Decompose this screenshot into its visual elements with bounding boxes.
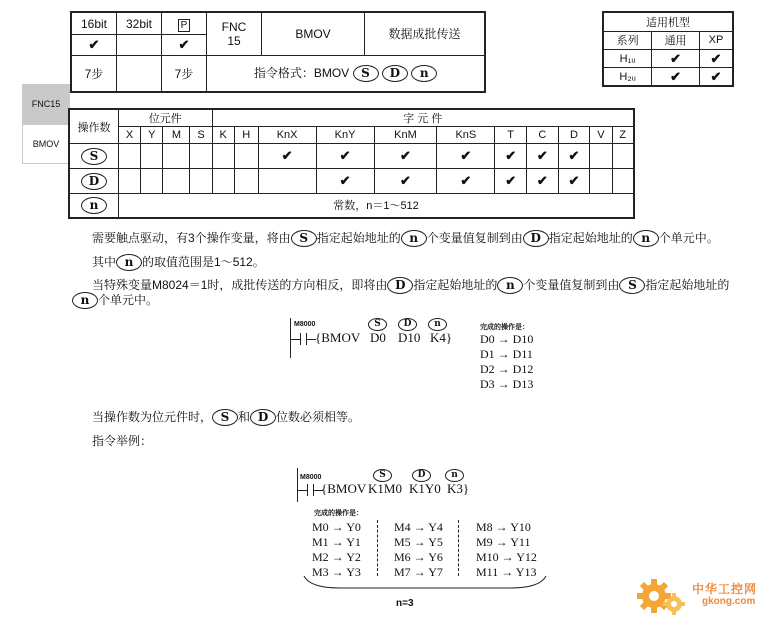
result-line: M9 → Y11 [476, 535, 531, 549]
operand-d-symbol: D [398, 318, 417, 331]
steps16: 7步 [71, 55, 117, 92]
text: 指定起始地址的 [645, 278, 730, 292]
models-h2u-xp: ✔ [699, 68, 733, 86]
models-h2u-general: ✔ [652, 68, 700, 86]
bracket: { [315, 330, 322, 345]
operand-n-symbol: n [81, 197, 107, 214]
side-tab-fnc: FNC15 [22, 84, 70, 124]
fnc-number: 15 [227, 33, 241, 48]
fnc-label: FNC [221, 19, 247, 34]
operand-d-symbol: D [81, 173, 107, 190]
text: 个单元中。 [658, 231, 719, 245]
models-col-general: 通用 [652, 31, 700, 49]
pulse-symbol: P [178, 19, 191, 32]
instruction-desc: 数据成批传送 [365, 12, 486, 55]
word-elements-header: 字 元 件 [212, 109, 634, 127]
cell: ✔ [437, 144, 495, 169]
cell: ✔ [258, 144, 316, 169]
paragraph-5: 指令举例： [92, 434, 153, 448]
result-line: M3 → Y3 [312, 565, 361, 579]
power-rail [297, 468, 298, 502]
fnc-cell [207, 12, 262, 55]
cell [163, 144, 190, 169]
col-header: KnS [437, 127, 495, 144]
text: 指定起始地址的 [413, 278, 498, 292]
models-series-h1u: H₁ᵤ [603, 49, 652, 67]
contact-label: M8000 [300, 474, 322, 481]
watermark-brand: 中华工控网 [692, 582, 758, 596]
text: 其中 [92, 255, 117, 269]
models-h1u-xp: ✔ [699, 49, 733, 67]
cell [234, 169, 258, 194]
cell [190, 144, 212, 169]
result-col-3 [476, 520, 537, 580]
operand-d-symbol: D [250, 409, 276, 426]
paragraph-3 [92, 276, 729, 294]
operand-n-symbol: n [116, 254, 142, 271]
instruction-line [315, 330, 360, 346]
operand-d-symbol: D [382, 65, 408, 82]
paragraph-1 [92, 229, 719, 247]
models-title: 适用机型 [603, 12, 733, 31]
format-label: 指令格式：BMOV [253, 66, 350, 81]
applicable-models-table [602, 11, 734, 87]
arg-s: K1M0 [368, 481, 402, 496]
instr-name: BMOV [321, 330, 361, 345]
models-h1u-general: ✔ [652, 49, 700, 67]
cell: ✔ [527, 169, 559, 194]
paragraph-3-cont [72, 291, 158, 309]
result-line: M8 → Y10 [476, 520, 531, 534]
result-line: D3 → D13 [480, 377, 534, 391]
models-col-xp: XP [699, 31, 733, 49]
cell: ✔ [558, 144, 590, 169]
row-label [69, 169, 119, 194]
models-col-series: 系列 [603, 31, 652, 49]
cell [119, 144, 141, 169]
operand-n-symbol: n [411, 65, 437, 82]
col-header: T [495, 127, 527, 144]
row-label [69, 194, 119, 218]
result-title-1: 完成的操作是： [480, 324, 529, 331]
instr-name: BMOV [327, 481, 367, 496]
cell: ✔ [495, 169, 527, 194]
bit-elements-header: 位元件 [119, 109, 213, 127]
steps32-empty [117, 55, 162, 92]
text: 个变量值复制到由 [523, 278, 620, 292]
instruction-name: BMOV [262, 12, 365, 55]
pulse-check: ✔ [162, 35, 207, 56]
text: 指定起始地址的 [316, 231, 401, 245]
pulse-cell [162, 12, 207, 35]
cell: ✔ [316, 144, 374, 169]
result-list-1 [480, 332, 533, 392]
col-header: D [558, 127, 590, 144]
instruction-header-table [70, 11, 486, 93]
bit32-empty [117, 35, 162, 56]
cell: ✔ [437, 169, 495, 194]
col-header: KnX [258, 127, 316, 144]
cell: ✔ [558, 169, 590, 194]
col-header: V [590, 127, 612, 144]
cell [190, 169, 212, 194]
text: 当操作数为位元件时， [92, 410, 213, 424]
arg-s: D0 [370, 330, 386, 345]
operand-row-d [69, 169, 634, 194]
col-header: KnY [316, 127, 374, 144]
cell: ✔ [374, 169, 437, 194]
result-line: D0 → D10 [480, 332, 534, 346]
cell: ✔ [495, 144, 527, 169]
text: 个变量值复制到由 [426, 231, 523, 245]
row-label [69, 144, 119, 169]
result-line: M1 → Y1 [312, 535, 361, 549]
result-line: M7 → Y7 [394, 565, 443, 579]
result-line: D1 → D11 [480, 347, 533, 361]
arg-n: K4} [430, 330, 453, 345]
text: 个单元中。 [98, 293, 159, 307]
cell [590, 169, 612, 194]
arg-d: D10 [398, 330, 421, 345]
rung-wire [297, 490, 307, 491]
bit16-label: 16bit [71, 12, 117, 35]
row-n-text: 常数，n＝1～512 [119, 194, 635, 218]
power-rail [290, 318, 291, 358]
gear-icon [636, 574, 688, 620]
watermark-logo [636, 572, 766, 622]
cell [612, 144, 634, 169]
operands-table [68, 108, 635, 219]
result-line: D2 → D12 [480, 362, 534, 376]
contact-bar [307, 484, 308, 496]
text: 和 [238, 410, 251, 424]
contact-bar [300, 333, 301, 345]
operand-s-symbol: S [81, 148, 107, 165]
cell [212, 169, 234, 194]
operand-s-symbol: S [368, 318, 387, 331]
rung-wire [290, 339, 300, 340]
cell [234, 144, 258, 169]
result-line: M10 → Y12 [476, 550, 537, 564]
arg-d: K1Y0 [409, 481, 441, 496]
watermark-url: gkong.com [702, 596, 756, 607]
arg-n-text: K3 [447, 481, 463, 496]
divider [377, 520, 378, 576]
operands-corner: 操作数 [69, 109, 119, 144]
result-title-2: 完成的操作是： [314, 510, 363, 517]
col-header: X [119, 127, 141, 144]
cell [258, 169, 316, 194]
bit32-label: 32bit [117, 12, 162, 35]
text: 的取值范围是1～512。 [142, 255, 265, 269]
contact-label: M8000 [294, 321, 316, 328]
col-header: H [234, 127, 258, 144]
result-line: M6 → Y6 [394, 550, 443, 564]
format-cell [207, 55, 486, 92]
brace-bracket [300, 574, 550, 594]
result-line: M11 → Y13 [476, 565, 537, 579]
result-line: M4 → Y4 [394, 520, 443, 534]
operand-n-symbol: n [401, 230, 427, 247]
operand-row-n [69, 194, 634, 218]
operand-row-s [69, 144, 634, 169]
models-series-h2u: H₂ᵤ [603, 68, 652, 86]
cell [612, 169, 634, 194]
operand-n-symbol: n [445, 469, 464, 482]
text: 需要触点驱动，有3个操作变量，将由 [92, 231, 291, 245]
result-line: M2 → Y2 [312, 550, 361, 564]
ladder-example-2 [297, 468, 497, 508]
cell: ✔ [374, 144, 437, 169]
text: 指定起始地址的 [548, 231, 633, 245]
result-col-1 [312, 520, 361, 580]
arg-n-text: K4 [430, 330, 446, 345]
col-header: Y [141, 127, 163, 144]
cell [141, 169, 163, 194]
operand-n-symbol: n [72, 292, 98, 309]
operand-s-symbol: S [353, 65, 379, 82]
divider [458, 520, 459, 576]
result-col-2 [394, 520, 443, 580]
col-header: K [212, 127, 234, 144]
cell: ✔ [527, 144, 559, 169]
paragraph-4 [92, 408, 360, 426]
col-header: S [190, 127, 212, 144]
paragraph-2 [92, 253, 265, 271]
cell: ✔ [316, 169, 374, 194]
col-header: M [163, 127, 190, 144]
n-note: n=3 [396, 598, 414, 609]
cell [141, 144, 163, 169]
operand-s-symbol: S [373, 469, 392, 482]
arg-n: K3} [447, 481, 470, 496]
side-tab-name: BMOV [22, 124, 70, 164]
col-header: KnM [374, 127, 437, 144]
stepsP: 7步 [162, 55, 207, 92]
text: 位数必须相等。 [276, 410, 361, 424]
operand-s-symbol: S [619, 277, 645, 294]
operand-n-symbol: n [497, 277, 523, 294]
operand-n-symbol: n [633, 230, 659, 247]
text: 当特殊变量M8024＝1时，成批传送的方向相反，即将由 [92, 278, 388, 292]
operand-d-symbol: D [523, 230, 549, 247]
cell [163, 169, 190, 194]
bit16-check: ✔ [71, 35, 117, 56]
col-header: Z [612, 127, 634, 144]
ladder-example-1 [290, 318, 490, 358]
result-line: M0 → Y0 [312, 520, 361, 534]
instruction-line [321, 481, 366, 497]
operand-d-symbol: D [387, 277, 413, 294]
operand-d-symbol: D [412, 469, 431, 482]
result-line: M5 → Y5 [394, 535, 443, 549]
operand-s-symbol: S [291, 230, 317, 247]
col-header: C [527, 127, 559, 144]
bracket: { [321, 481, 328, 496]
cell [590, 144, 612, 169]
operand-n-symbol: n [428, 318, 447, 331]
cell [212, 144, 234, 169]
operand-s-symbol: S [212, 409, 238, 426]
cell [119, 169, 141, 194]
